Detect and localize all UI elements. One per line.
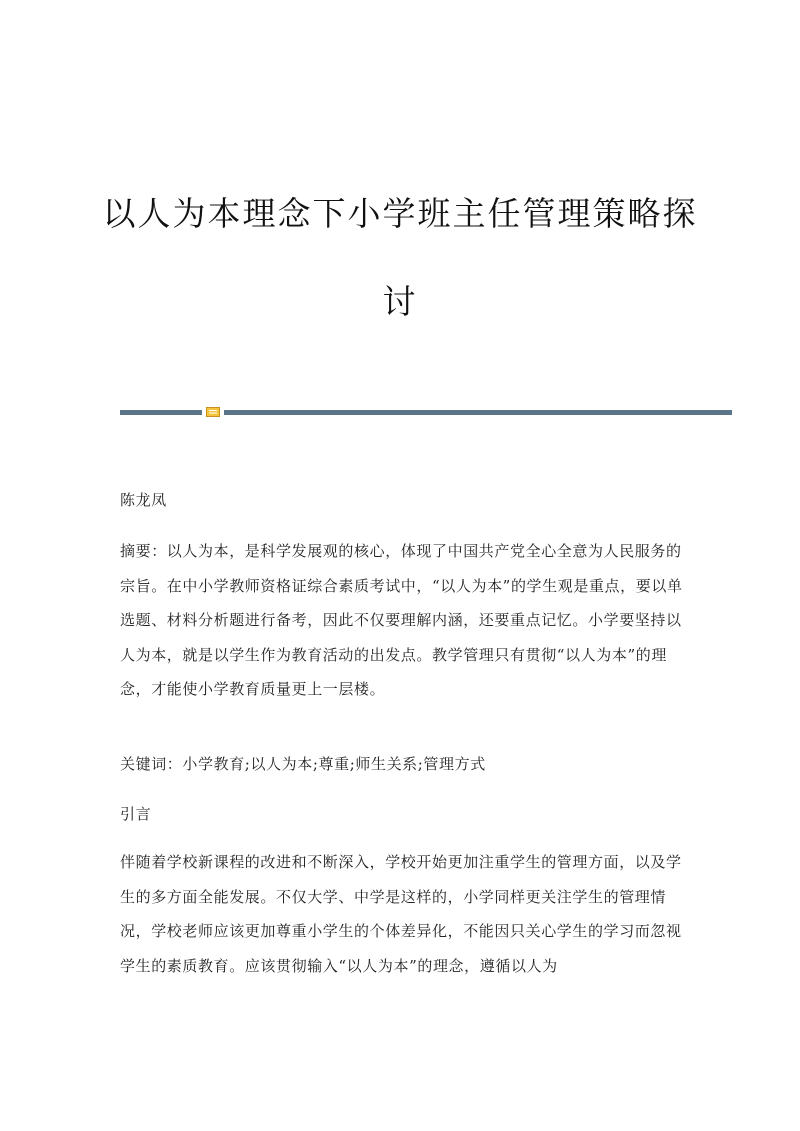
- section-heading-intro: 引言: [120, 805, 152, 823]
- title-divider: [120, 407, 732, 416]
- keywords-line: 关键词：小学教育;以人为本;尊重;师生关系;管理方式: [120, 755, 486, 773]
- abstract-paragraph: 摘要：以人为本，是科学发展观的核心，体现了中国共产党全心全意为人民服务的宗旨。在中小学教师资格证综合素质考试中，“以人为本”的学生观是重点，要以单选题、材料分析题进行备考，因此不仅要理解内涵，还要重点记忆。小学要坚持以人为本，就是以学生作为教育活动的出发点。教学管理只有贯彻“以人为本”的理念，才能使小学教育质量更上一层楼。: [120, 542, 683, 698]
- divider-bar-right: [224, 410, 732, 415]
- divider-bar-left: [120, 410, 202, 415]
- page-title-continued: 讨: [382, 282, 418, 321]
- document-icon: [206, 407, 220, 417]
- intro-paragraph: 伴随着学校新课程的改进和不断深入，学校开始更加注重学生的管理方面，以及学生的多方面全能发展。不仅大学、中学是这样的，小学同样更关注学生的管理情况，学校老师应该更加尊重小学生的个体差异化，不能因只关心学生的学习而忽视学生的素质教育。应该贯彻输入“以人为本”的理念，遵循以人为: [120, 853, 682, 975]
- page-title: 以人为本理念下小学班主任管理策略探: [102, 194, 698, 233]
- author-name: 陈龙凤: [120, 491, 167, 509]
